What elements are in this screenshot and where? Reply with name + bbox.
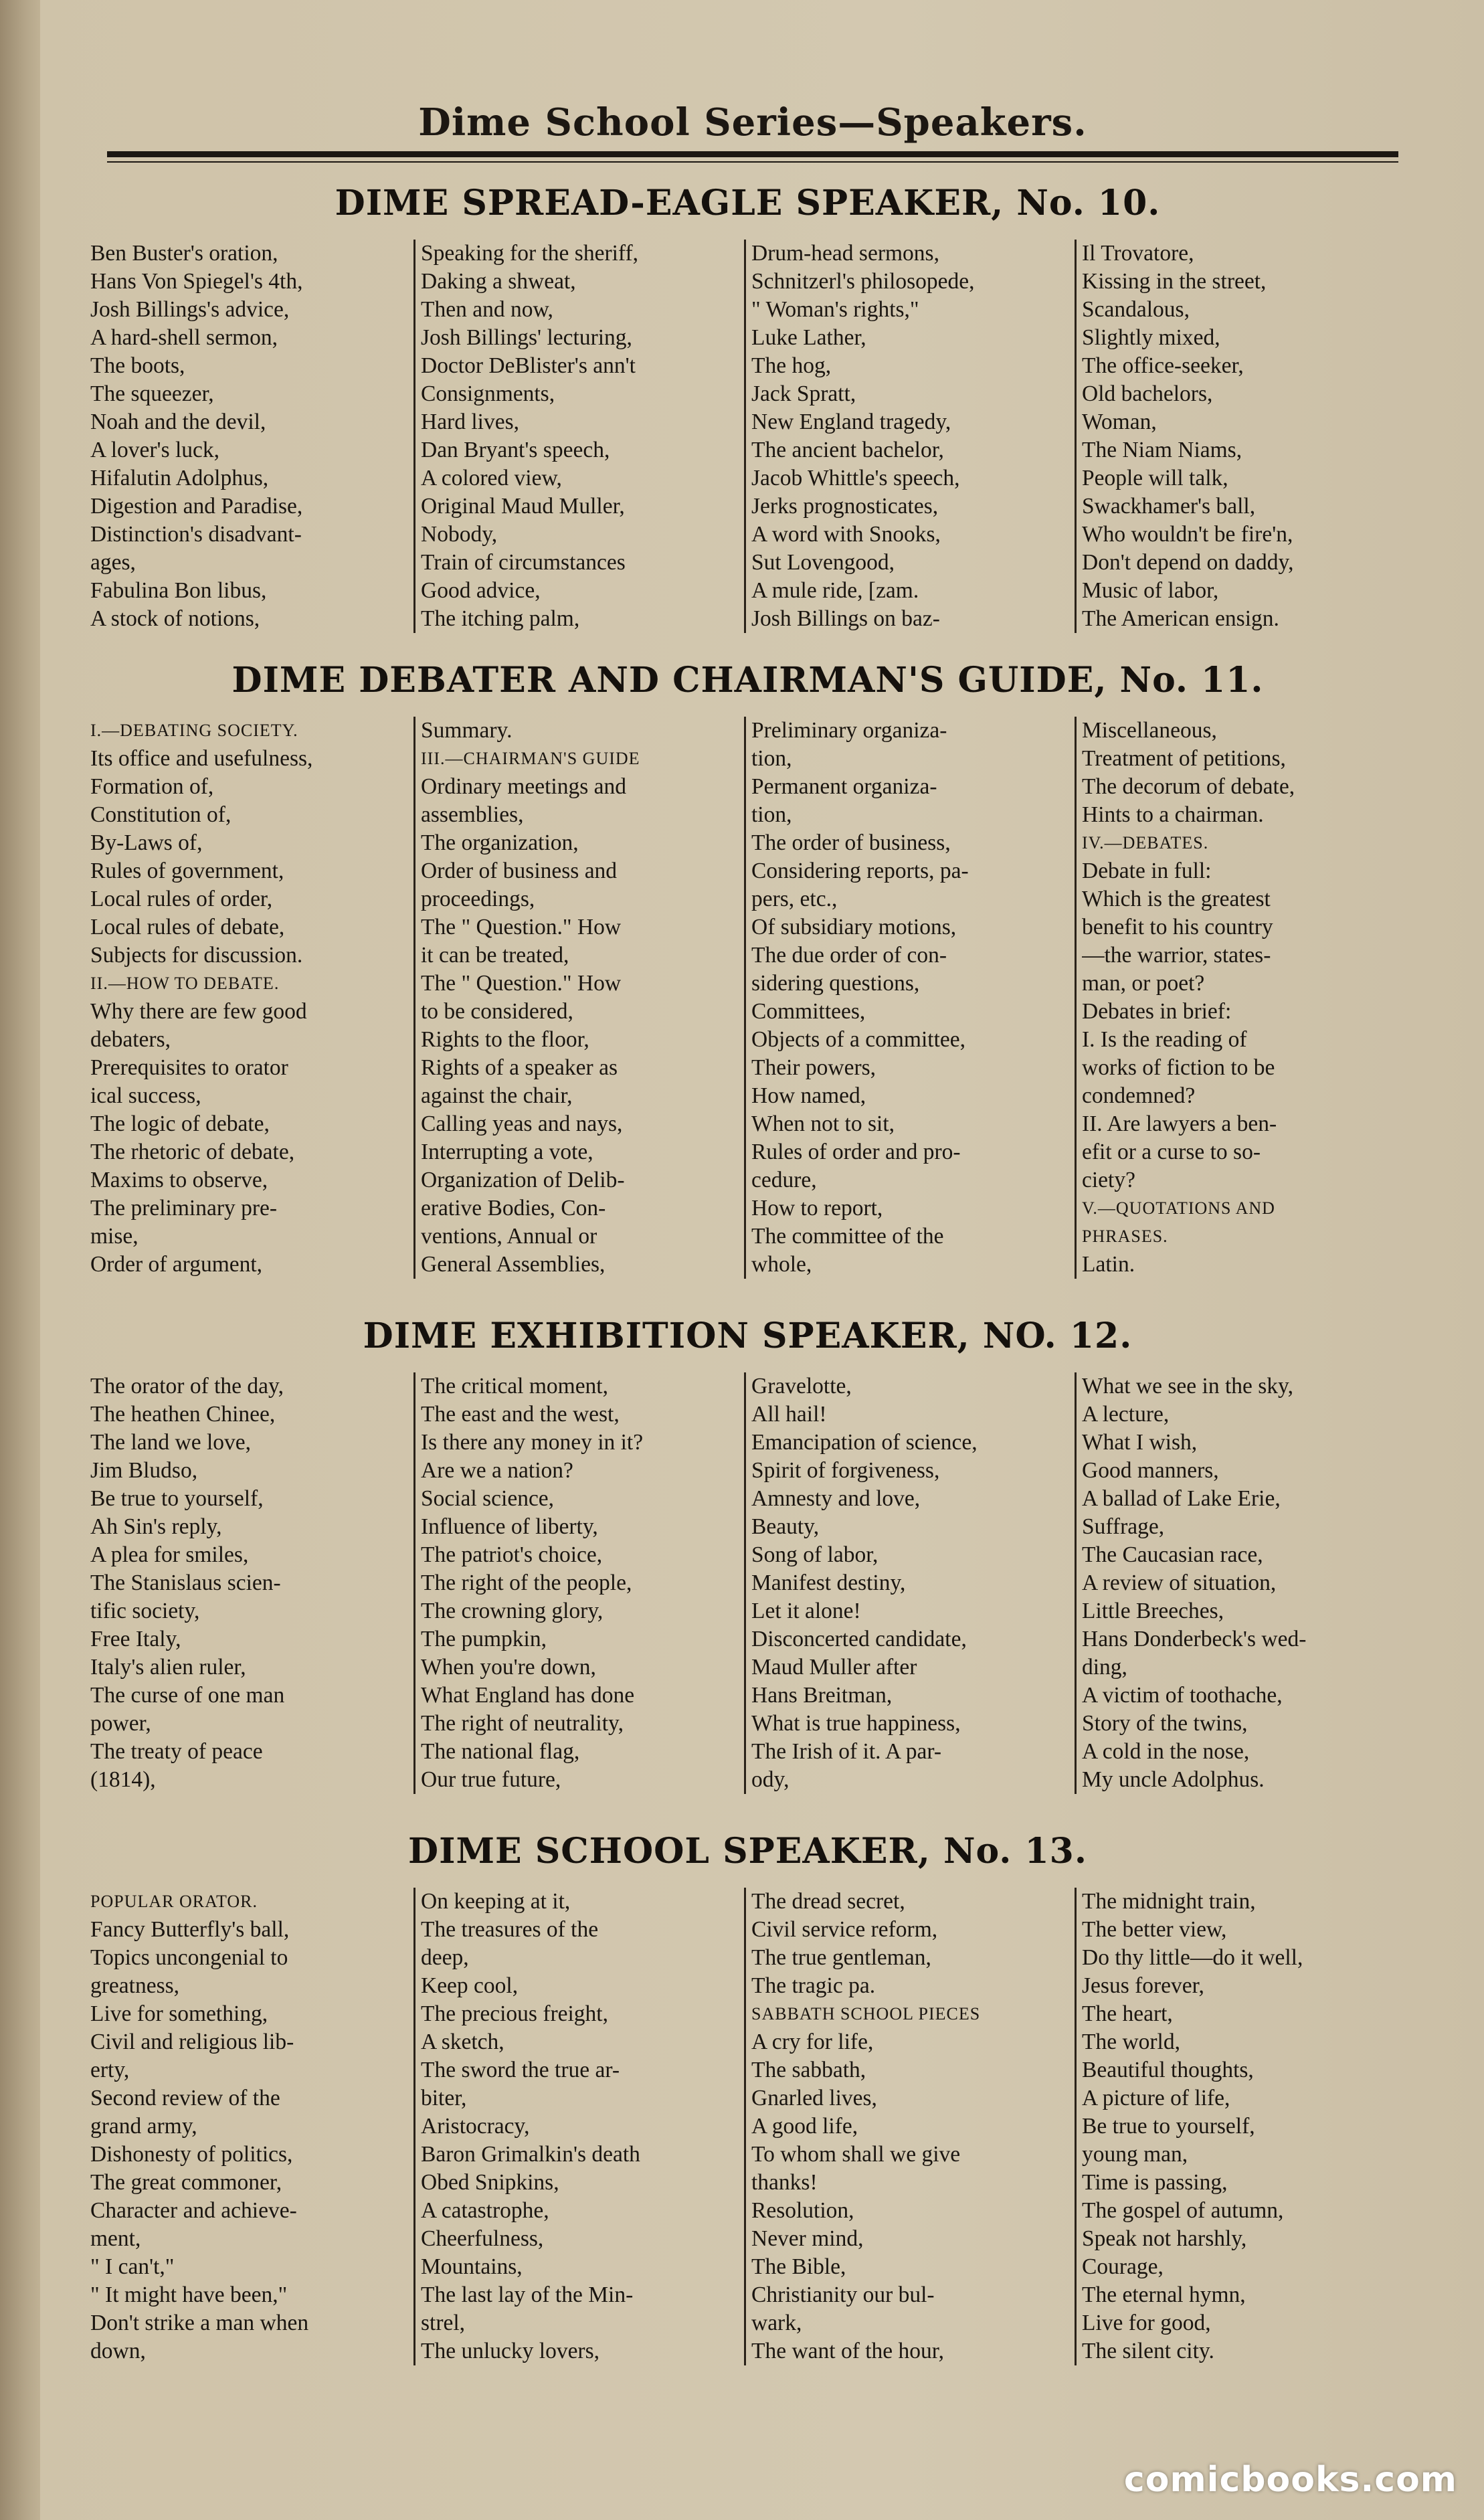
list-item: against the chair,: [421, 1083, 573, 1108]
list-item: Constitution of,: [90, 802, 231, 827]
list-item: Kissing in the street,: [1082, 269, 1267, 294]
text-column: [413, 1888, 744, 2365]
list-item: The national flag,: [421, 1739, 580, 1764]
list-item: Debate in full:: [1082, 859, 1212, 883]
list-item: People will talk,: [1082, 466, 1228, 490]
list-item: Topics uncongenial to: [90, 1945, 288, 1970]
list-item: The tragic pa.: [751, 1973, 876, 1998]
list-item: The ancient bachelor,: [751, 438, 944, 462]
list-item: sidering questions,: [751, 971, 920, 996]
list-item: tific society,: [90, 1599, 200, 1623]
list-item: Emancipation of science,: [751, 1430, 978, 1455]
list-item: The treasures of the: [421, 1917, 599, 1942]
list-item: proceedings,: [421, 887, 535, 911]
list-item: New England tragedy,: [751, 410, 951, 434]
list-item: ciety?: [1082, 1168, 1135, 1192]
list-item: The critical moment,: [421, 1374, 608, 1399]
list-item: ment,: [90, 2226, 141, 2251]
text-column: [744, 1888, 1075, 2365]
list-item: Free Italy,: [90, 1627, 181, 1651]
list-item: Be true to yourself,: [1082, 2114, 1255, 2139]
list-item: Hans Von Spiegel's 4th,: [90, 269, 303, 294]
list-item: Summary.: [421, 718, 513, 743]
list-item: The crowning glory,: [421, 1599, 604, 1623]
list-item: Drum-head sermons,: [751, 241, 939, 266]
list-item: Amnesty and love,: [751, 1486, 921, 1511]
list-item: Gravelotte,: [751, 1374, 852, 1399]
list-item: The Bible,: [751, 2254, 846, 2279]
list-item: IV.—DEBATES.: [1082, 833, 1209, 852]
list-item: Prerequisites to orator: [90, 1055, 288, 1080]
list-item: General Assemblies,: [421, 1252, 606, 1277]
list-item: Beauty,: [751, 1514, 820, 1539]
list-item: PHRASES.: [1082, 1227, 1168, 1246]
list-item: Character and achieve-: [90, 2198, 297, 2223]
list-item: Luke Lather,: [751, 325, 866, 350]
list-item: assemblies,: [421, 802, 524, 827]
list-item: When you're down,: [421, 1655, 596, 1680]
list-item: Maxims to observe,: [90, 1168, 268, 1192]
list-item: Ordinary meetings and: [421, 774, 626, 799]
list-item: The precious freight,: [421, 2001, 608, 2026]
text-column: [90, 240, 413, 633]
list-item: A picture of life,: [1082, 2086, 1230, 2110]
list-item: A good life,: [751, 2114, 858, 2139]
header-rule-thin: [107, 161, 1398, 163]
section-title: DIME EXHIBITION SPEAKER, NO. 12.: [363, 1316, 1133, 1356]
list-item: efit or a curse to so-: [1082, 1140, 1261, 1164]
list-item: Il Trovatore,: [1082, 241, 1194, 266]
list-item: Hans Donderbeck's wed-: [1082, 1627, 1307, 1651]
list-item: Time is passing,: [1082, 2170, 1228, 2195]
list-item: Interrupting a vote,: [421, 1140, 593, 1164]
list-item: Hifalutin Adolphus,: [90, 466, 269, 490]
list-item: The heathen Chinee,: [90, 1402, 276, 1427]
list-item: Disconcerted candidate,: [751, 1627, 967, 1651]
section-title: DIME SCHOOL SPEAKER, No. 13.: [408, 1831, 1087, 1872]
list-item: Jack Spratt,: [751, 381, 856, 406]
list-item: man, or poet?: [1082, 971, 1205, 996]
list-item: Christianity our bul-: [751, 2282, 935, 2307]
list-item: The sword the true ar-: [421, 2058, 620, 2082]
list-item: The Irish of it. A par-: [751, 1739, 942, 1764]
list-item: The right of neutrality,: [421, 1711, 624, 1736]
list-item: Ben Buster's oration,: [90, 241, 278, 266]
list-item: By-Laws of,: [90, 830, 203, 855]
list-item: The itching palm,: [421, 606, 580, 631]
list-item: Dan Bryant's speech,: [421, 438, 610, 462]
list-item: A word with Snooks,: [751, 522, 941, 547]
list-item: Dishonesty of politics,: [90, 2142, 293, 2167]
text-column: [744, 717, 1075, 1279]
list-item: The due order of con-: [751, 943, 947, 968]
list-item: Distinction's disadvant-: [90, 522, 302, 547]
section-columns: [90, 1372, 1405, 1794]
list-item: Noah and the devil,: [90, 410, 266, 434]
list-item: The " Question." How: [421, 915, 622, 939]
list-item: Order of argument,: [90, 1252, 263, 1277]
list-item: The eternal hymn,: [1082, 2282, 1246, 2307]
list-item: I. Is the reading of: [1082, 1027, 1247, 1052]
list-item: Slightly mixed,: [1082, 325, 1220, 350]
list-item: Order of business and: [421, 859, 618, 883]
list-item: SABBATH SCHOOL PIECES: [751, 2004, 981, 2023]
list-item: Daking a shweat,: [421, 269, 576, 294]
list-item: ventions, Annual or: [421, 1224, 597, 1249]
list-item: Mountains,: [421, 2254, 523, 2279]
list-item: erative Bodies, Con-: [421, 1196, 606, 1221]
list-item: The Niam Niams,: [1082, 438, 1242, 462]
list-item: The treaty of peace: [90, 1739, 263, 1764]
list-item: Organization of Delib-: [421, 1168, 625, 1192]
list-item: The great commoner,: [90, 2170, 282, 2195]
list-item: Don't strike a man when: [90, 2311, 309, 2335]
list-item: Nobody,: [421, 522, 498, 547]
section-school-13: [90, 1830, 1405, 2365]
list-item: Speak not harshly,: [1082, 2226, 1247, 2251]
list-item: Train of circumstances: [421, 550, 626, 575]
list-item: Don't depend on daddy,: [1082, 550, 1294, 575]
list-item: wark,: [751, 2311, 802, 2335]
list-item: The east and the west,: [421, 1402, 620, 1427]
list-item: Committees,: [751, 999, 866, 1024]
list-item: to be considered,: [421, 999, 573, 1024]
list-item: A lover's luck,: [90, 438, 220, 462]
list-item: The Stanislaus scien-: [90, 1570, 281, 1595]
list-item: Latin.: [1082, 1252, 1135, 1277]
list-item: Josh Billings's advice,: [90, 297, 290, 322]
list-item: Rights to the floor,: [421, 1027, 589, 1052]
list-item: Good manners,: [1082, 1458, 1219, 1483]
list-item: erty,: [90, 2058, 130, 2082]
list-item: A sketch,: [421, 2030, 504, 2054]
list-item: The unlucky lovers,: [421, 2339, 600, 2363]
list-item: Local rules of debate,: [90, 915, 285, 939]
list-item: Civil service reform,: [751, 1917, 938, 1942]
list-item: The last lay of the Min-: [421, 2282, 634, 2307]
list-item: ical success,: [90, 1083, 201, 1108]
list-item: Calling yeas and nays,: [421, 1111, 623, 1136]
list-item: " I can't,": [90, 2254, 175, 2279]
list-item: whole,: [751, 1252, 812, 1277]
list-item: it can be treated,: [421, 943, 569, 968]
list-item: The world,: [1082, 2030, 1180, 2054]
list-item: Sut Lovengood,: [751, 550, 895, 575]
list-item: tion,: [751, 746, 792, 771]
list-item: Let it alone!: [751, 1599, 861, 1623]
list-item: Second review of the: [90, 2086, 280, 2110]
list-item: Good advice,: [421, 578, 541, 603]
list-item: Who wouldn't be fire'n,: [1082, 522, 1293, 547]
list-item: A hard-shell sermon,: [90, 325, 278, 350]
text-column: [1075, 1888, 1405, 2365]
list-item: Are we a nation?: [421, 1458, 573, 1483]
list-item: Debates in brief:: [1082, 999, 1232, 1024]
section-columns: [90, 240, 1405, 633]
list-item: Why there are few good: [90, 999, 307, 1024]
list-item: Doctor DeBlister's ann't: [421, 353, 636, 378]
list-item: Swackhamer's ball,: [1082, 494, 1256, 519]
list-item: young man,: [1082, 2142, 1188, 2167]
list-item: The hog,: [751, 353, 832, 378]
text-column: [1075, 717, 1405, 1279]
list-item: Little Breeches,: [1082, 1599, 1224, 1623]
list-item: A catastrophe,: [421, 2198, 549, 2223]
list-item: Beautiful thoughts,: [1082, 2058, 1254, 2082]
list-item: Never mind,: [751, 2226, 864, 2251]
list-item: down,: [90, 2339, 146, 2363]
list-item: The order of business,: [751, 830, 951, 855]
section-speaker-10: [90, 182, 1405, 633]
list-item: deep,: [421, 1945, 469, 1970]
section-exhibition-12: [90, 1315, 1405, 1794]
list-item: ages,: [90, 550, 136, 575]
list-item: Preliminary organiza-: [751, 718, 947, 743]
list-item: Is there any money in it?: [421, 1430, 644, 1455]
list-item: thanks!: [751, 2170, 818, 2195]
list-item: The American ensign.: [1082, 606, 1279, 631]
list-item: Objects of a committee,: [751, 1027, 966, 1052]
list-item: Resolution,: [751, 2198, 854, 2223]
list-item: Maud Muller after: [751, 1655, 917, 1680]
list-item: debaters,: [90, 1027, 171, 1052]
list-item: Rules of government,: [90, 859, 284, 883]
running-head: Dime School Series—Speakers.: [418, 100, 1087, 145]
list-item: Gnarled lives,: [751, 2086, 877, 2110]
list-item: ody,: [751, 1767, 790, 1792]
list-item: How named,: [751, 1083, 866, 1108]
list-item: What is true happiness,: [751, 1711, 961, 1736]
list-item: strel,: [421, 2311, 466, 2335]
list-item: Fancy Butterfly's ball,: [90, 1917, 290, 1942]
list-item: The " Question." How: [421, 971, 622, 996]
list-item: What England has done: [421, 1683, 635, 1708]
list-item: The heart,: [1082, 2001, 1173, 2026]
list-item: The want of the hour,: [751, 2339, 944, 2363]
list-item: When not to sit,: [751, 1111, 895, 1136]
watermark: comicbooks.com: [1123, 2460, 1457, 2500]
list-item: works of fiction to be: [1082, 1055, 1275, 1080]
list-item: Aristocracy,: [421, 2114, 530, 2139]
list-item: ding,: [1082, 1655, 1127, 1680]
list-item: Rules of order and pro-: [751, 1140, 961, 1164]
list-item: Live for something,: [90, 2001, 268, 2026]
text-column: [90, 1888, 413, 2365]
list-item: pers, etc.,: [751, 887, 838, 911]
list-item: Music of labor,: [1082, 578, 1219, 603]
list-item: POPULAR ORATOR.: [90, 1892, 258, 1911]
list-item: My uncle Adolphus.: [1082, 1767, 1265, 1792]
list-item: Their powers,: [751, 1055, 876, 1080]
list-item: The patriot's choice,: [421, 1542, 603, 1567]
text-column: [413, 717, 744, 1279]
text-column: [90, 1372, 413, 1794]
list-item: Woman,: [1082, 410, 1157, 434]
list-item: The true gentleman,: [751, 1945, 931, 1970]
list-item: Digestion and Paradise,: [90, 494, 303, 519]
list-item: biter,: [421, 2086, 467, 2110]
list-item: Civil and religious lib-: [90, 2030, 294, 2054]
list-item: mise,: [90, 1224, 138, 1249]
list-item: Courage,: [1082, 2254, 1164, 2279]
list-item: To whom shall we give: [751, 2142, 961, 2167]
list-item: The decorum of debate,: [1082, 774, 1295, 799]
list-item: Its office and usefulness,: [90, 746, 313, 771]
text-column: [1075, 240, 1405, 633]
list-item: Consignments,: [421, 381, 555, 406]
list-item: The pumpkin,: [421, 1627, 547, 1651]
list-item: The gospel of autumn,: [1082, 2198, 1284, 2223]
list-item: A mule ride, [zam.: [751, 578, 919, 603]
list-item: A plea for smiles,: [90, 1542, 249, 1567]
list-item: Our true future,: [421, 1767, 561, 1792]
list-item: Of subsidiary motions,: [751, 915, 957, 939]
list-item: Ah Sin's reply,: [90, 1514, 222, 1539]
list-item: Josh Billings on baz-: [751, 606, 940, 631]
list-item: Jesus forever,: [1082, 1973, 1204, 1998]
list-item: Influence of liberty,: [421, 1514, 598, 1539]
list-item: A review of situation,: [1082, 1570, 1277, 1595]
list-item: Song of labor,: [751, 1542, 878, 1567]
list-item: benefit to his country: [1082, 915, 1273, 939]
list-item: Suffrage,: [1082, 1514, 1165, 1539]
list-item: Rights of a speaker as: [421, 1055, 618, 1080]
list-item: A victim of toothache,: [1082, 1683, 1283, 1708]
list-item: Do thy little—do it well,: [1082, 1945, 1303, 1970]
list-item: Old bachelors,: [1082, 381, 1213, 406]
list-item: Obed Snipkins,: [421, 2170, 559, 2195]
list-item: How to report,: [751, 1196, 883, 1221]
list-item: What I wish,: [1082, 1430, 1198, 1455]
list-item: A colored view,: [421, 466, 562, 490]
list-item: Hans Breitman,: [751, 1683, 893, 1708]
section-title: DIME SPREAD-EAGLE SPEAKER, No. 10.: [335, 183, 1161, 223]
list-item: The preliminary pre-: [90, 1196, 278, 1221]
list-item: A ballad of Lake Erie,: [1082, 1486, 1281, 1511]
list-item: The right of the people,: [421, 1570, 632, 1595]
list-item: What we see in the sky,: [1082, 1374, 1293, 1399]
list-item: Miscellaneous,: [1082, 718, 1217, 743]
list-item: Scandalous,: [1082, 297, 1190, 322]
list-item: Hints to a chairman.: [1082, 802, 1264, 827]
list-item: Be true to yourself,: [90, 1486, 264, 1511]
list-item: II. Are lawyers a ben-: [1082, 1111, 1277, 1136]
list-item: Jim Bludso,: [90, 1458, 198, 1483]
list-item: The office-seeker,: [1082, 353, 1244, 378]
list-item: The Caucasian race,: [1082, 1542, 1263, 1567]
list-item: A cry for life,: [751, 2030, 874, 2054]
list-item: —the warrior, states-: [1082, 943, 1271, 968]
section-columns: [90, 717, 1405, 1279]
list-item: On keeping at it,: [421, 1889, 571, 1914]
list-item: Hard lives,: [421, 410, 519, 434]
list-item: Permanent organiza-: [751, 774, 937, 799]
list-item: Keep cool,: [421, 1973, 519, 1998]
list-item: Spirit of forgiveness,: [751, 1458, 940, 1483]
list-item: Considering reports, pa-: [751, 859, 969, 883]
text-column: [1075, 1372, 1405, 1794]
list-item: Then and now,: [421, 297, 553, 322]
list-item: The silent city.: [1082, 2339, 1214, 2363]
list-item: Live for good,: [1082, 2311, 1211, 2335]
section-title: DIME DEBATER AND CHAIRMAN'S GUIDE, No. 11.: [231, 660, 1264, 701]
list-item: grand army,: [90, 2114, 197, 2139]
list-item: The better view,: [1082, 1917, 1227, 1942]
page-left-edge: [0, 0, 40, 2520]
list-item: The curse of one man: [90, 1683, 285, 1708]
text-column: [413, 240, 744, 633]
list-item: The logic of debate,: [90, 1111, 270, 1136]
list-item: Subjects for discussion.: [90, 943, 303, 968]
list-item: All hail!: [751, 1402, 827, 1427]
list-item: tion,: [751, 802, 792, 827]
text-column: [744, 1372, 1075, 1794]
list-item: Baron Grimalkin's death: [421, 2142, 640, 2167]
list-item: Speaking for the sheriff,: [421, 241, 638, 266]
list-item: V.—QUOTATIONS AND: [1082, 1198, 1275, 1218]
list-item: A stock of notions,: [90, 606, 260, 631]
list-item: The land we love,: [90, 1430, 251, 1455]
list-item: The committee of the: [751, 1224, 944, 1249]
list-item: Schnitzerl's philosopede,: [751, 269, 975, 294]
list-item: Social science,: [421, 1486, 555, 1511]
text-column: [413, 1372, 744, 1794]
list-item: I.—DEBATING SOCIETY.: [90, 721, 298, 740]
list-item: Story of the twins,: [1082, 1711, 1248, 1736]
list-item: The orator of the day,: [90, 1374, 284, 1399]
list-item: The organization,: [421, 830, 579, 855]
list-item: Jacob Whittle's speech,: [751, 466, 960, 490]
list-item: The sabbath,: [751, 2058, 866, 2082]
list-item: The boots,: [90, 353, 185, 378]
list-item: II.—HOW TO DEBATE.: [90, 974, 280, 993]
list-item: The dread secret,: [751, 1889, 905, 1914]
list-item: power,: [90, 1711, 151, 1736]
list-item: Josh Billings' lecturing,: [421, 325, 632, 350]
list-item: Formation of,: [90, 774, 214, 799]
list-item: Cheerfulness,: [421, 2226, 544, 2251]
section-columns: [90, 1888, 1405, 2365]
list-item: greatness,: [90, 1973, 180, 1998]
text-column: [90, 717, 413, 1279]
list-item: " It might have been,": [90, 2282, 288, 2307]
header-rule: [107, 151, 1398, 157]
section-debater-11: [90, 659, 1405, 1279]
list-item: Local rules of order,: [90, 887, 273, 911]
list-item: condemned?: [1082, 1083, 1196, 1108]
list-item: Which is the greatest: [1082, 887, 1271, 911]
list-item: The midnight train,: [1082, 1889, 1256, 1914]
list-item: The rhetoric of debate,: [90, 1140, 295, 1164]
list-item: " Woman's rights,": [751, 297, 919, 322]
list-item: Jerks prognosticates,: [751, 494, 939, 519]
list-item: Fabulina Bon libus,: [90, 578, 267, 603]
list-item: The squeezer,: [90, 381, 214, 406]
list-item: A lecture,: [1082, 1402, 1170, 1427]
list-item: III.—CHAIRMAN'S GUIDE: [421, 749, 640, 768]
text-column: [744, 240, 1075, 633]
list-item: Original Maud Muller,: [421, 494, 625, 519]
list-item: A cold in the nose,: [1082, 1739, 1250, 1764]
list-item: Treatment of petitions,: [1082, 746, 1286, 771]
list-item: Italy's alien ruler,: [90, 1655, 246, 1680]
list-item: (1814),: [90, 1767, 156, 1792]
list-item: Manifest destiny,: [751, 1570, 906, 1595]
list-item: cedure,: [751, 1168, 817, 1192]
